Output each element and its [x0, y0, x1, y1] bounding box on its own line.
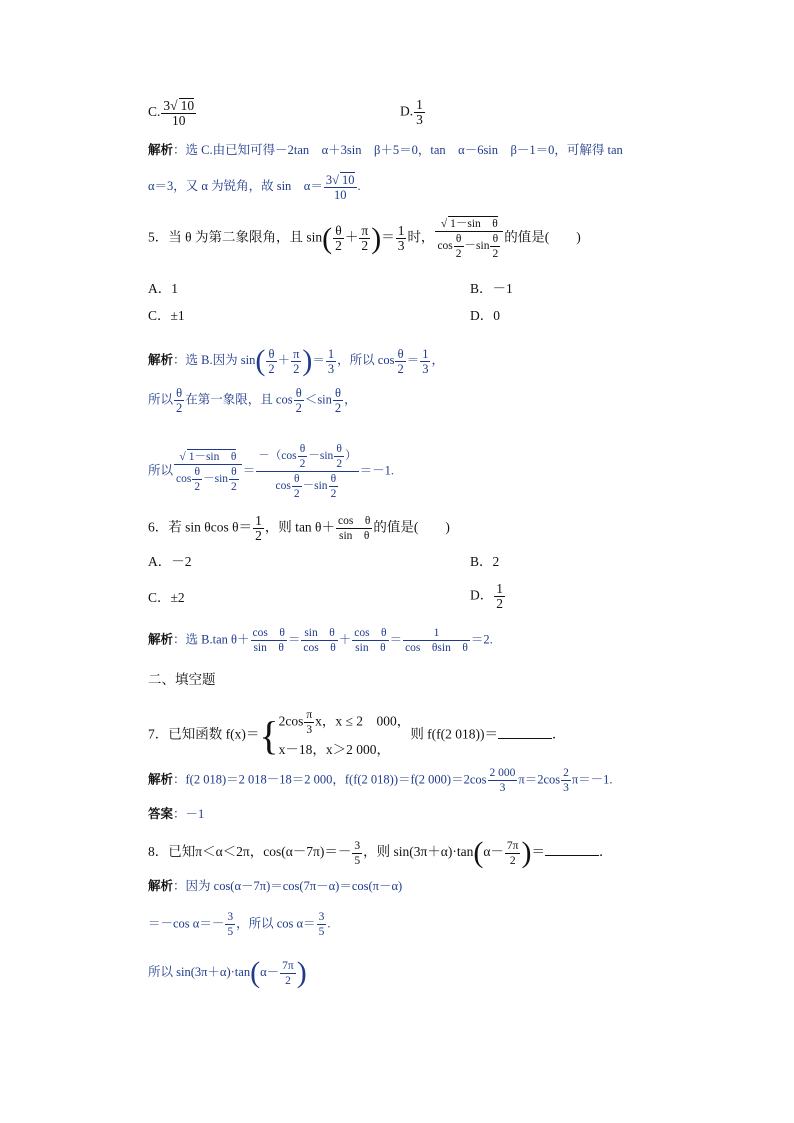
q5-stem: 5．当 θ 为第二象限角，且 sin( $\frac{\theta}{2}$ ＋ $\frac{\pi}{2}$ )＝ $\frac{1}{3}$ 时， √ 1－sin θ cos $\frac{\theta}{2}$ －sin $\frac{\theta}{2}$ 的值是( )	[148, 218, 581, 260]
frac-den: 2	[299, 458, 306, 470]
solution-text: ＜sin	[304, 392, 332, 407]
option-label: D.	[400, 103, 414, 119]
sqrt-value: 1－sin θ	[450, 218, 498, 230]
frac-den: 2	[255, 528, 262, 543]
solution-text: ＝－1.	[359, 463, 394, 478]
frac-num: π	[293, 346, 300, 361]
frac-num: 1	[255, 513, 262, 528]
stem-text: 5．当 θ 为第二象限角，且 sin	[148, 229, 323, 245]
frac-den: 3	[422, 361, 429, 376]
option-text: B．－1	[470, 281, 513, 296]
frac-den: 5	[227, 926, 234, 938]
frac-num: θ	[333, 224, 344, 239]
solution-text: ：f(2 018)＝2 018－18＝2 000，f(f(2 018))＝f(2 000)＝2cos	[173, 772, 487, 787]
frac-num: 3	[354, 839, 361, 852]
answer-value: ：－1	[173, 807, 205, 821]
solution-text: ＝	[312, 352, 325, 367]
q4-option-c: C. $\frac{3√ 10}{10}$	[148, 98, 195, 128]
frac-den: 2	[334, 401, 342, 415]
fn: sin	[314, 480, 328, 493]
frac-den: 3	[397, 238, 405, 253]
op: ＝	[287, 632, 301, 647]
solution-label: 解析	[148, 143, 174, 157]
solution-text: ＝－cos α＝－	[148, 916, 225, 931]
frac-num: θ	[298, 442, 308, 457]
option-label: D．	[470, 587, 494, 603]
op: ＋	[277, 352, 291, 367]
section-title-text: 二、填空题	[148, 672, 216, 687]
q5-solution-line3: 所以 √ 1－sin θ cos $\frac{\theta}{2}$ －sin $\frac{\theta}{2}$ ＝ －（cos $\frac{\theta}{2}$ －sin $\frac{\theta}{2}$ ） cos $\frac{\theta}{2}$ －sin $\frac{\theta}{2}$ ＝－1.	[148, 443, 394, 500]
solution-text: ，	[344, 392, 357, 407]
frac-num: θ	[490, 232, 500, 247]
op: ＝	[389, 632, 403, 647]
frac-num: π	[361, 223, 369, 238]
solution-text: .	[327, 916, 331, 931]
answer-blank	[498, 726, 552, 739]
solution-label: 解析	[148, 352, 174, 367]
frac-num: 1	[422, 346, 429, 361]
frac-num: cos θ	[354, 627, 387, 639]
solution-label: 解析	[148, 632, 174, 647]
stem-text: ＝	[381, 229, 395, 245]
q6-option-a	[148, 554, 192, 570]
frac-den: sin θ	[338, 530, 370, 542]
solution-text: π＝－1.	[571, 772, 613, 787]
q8-solution-line1	[148, 878, 402, 894]
frac-num: θ	[292, 472, 302, 487]
frac-den: 3	[327, 361, 335, 376]
q7-answer	[148, 806, 204, 822]
solution-text: －sin	[308, 450, 334, 463]
frac-num: θ	[454, 232, 464, 247]
frac-den: sin θ	[253, 642, 284, 654]
q7-solution	[148, 766, 613, 795]
answer-label: 答案	[148, 807, 174, 821]
frac-num: θ	[333, 386, 343, 401]
frac-den: sin θ	[355, 642, 386, 654]
frac-num: 7π	[506, 839, 519, 852]
option-text: A．－2	[148, 554, 192, 569]
answer-blank	[545, 843, 599, 856]
stem-text: x－18，x＞2 000，	[278, 742, 390, 757]
q4-solution-line2: α＝3，又 α 为锐角，故 sin α＝ $\frac{3√ 10}{10}$ .	[148, 173, 361, 202]
frac-den: 3	[306, 724, 313, 736]
frac-den: 3	[563, 782, 569, 794]
q5-option-c	[148, 308, 185, 324]
frac-den: 2	[336, 458, 343, 470]
stem-text: 6．若 sin θcos θ＝	[148, 519, 253, 535]
frac-den: 2	[176, 401, 183, 415]
frac-den: 10	[333, 188, 347, 202]
solution-text: .	[357, 178, 361, 193]
frac-den: 2	[335, 238, 342, 253]
frac-den: 2	[496, 596, 503, 611]
frac-num: 1	[327, 346, 335, 361]
frac-num: cos θ	[252, 627, 285, 639]
frac-num: θ	[229, 465, 239, 480]
frac-den: 2	[509, 854, 516, 867]
q5-option-d	[470, 308, 500, 324]
frac-num: θ	[334, 442, 344, 457]
solution-text: ，	[431, 352, 444, 367]
stem-text: 则 f(f(2 018))＝	[410, 726, 499, 742]
sqrt-value: 10	[180, 98, 195, 113]
frac-den: 2	[293, 488, 300, 500]
stem-text: ．	[598, 844, 613, 860]
frac-num: θ	[294, 386, 304, 401]
frac-den: 2	[293, 361, 300, 376]
frac-den: 3	[499, 782, 506, 794]
frac-num: 3	[318, 911, 325, 923]
sqrt-value: 10	[342, 173, 355, 187]
frac-num: θ	[192, 465, 202, 480]
solution-text: 在第一象限，且 cos	[185, 392, 293, 407]
frac-num: θ	[395, 347, 405, 362]
stem-text: ．	[552, 726, 566, 742]
frac-num: 1	[397, 223, 405, 238]
solution-text: －（cos	[258, 450, 297, 463]
frac-den: 2	[361, 238, 369, 253]
q5-option-b	[470, 281, 513, 297]
frac-num: θ	[266, 347, 276, 362]
stem-text: 时，	[407, 229, 435, 245]
op: －	[464, 240, 477, 253]
frac-den: 5	[354, 854, 361, 867]
frac-den: 2	[492, 248, 499, 260]
option-text: A．1	[148, 281, 178, 296]
solution-text: ＝	[242, 463, 256, 478]
q8-solution-line2	[148, 910, 330, 939]
solution-text: α－	[260, 964, 280, 979]
q6-option-d	[470, 582, 506, 611]
frac-num: 3	[227, 911, 234, 923]
q8-stem: 8．已知π＜α＜2π，cos(α－7π)＝－ $\frac{3}{5}$ ，则 sin(3π＋α)·tan(α－ $\frac{7\pi}{2}$ )＝ ．	[148, 836, 613, 869]
q5-solution-line1: 解析：选 B.因为 sin( $\frac{\theta}{2}$ ＋ $\frac{\pi}{2}$ )＝ $\frac{1}{3}$ ，所以 cos $\frac{\theta}{2}$ ＝ $\frac{1}{3}$ ，	[148, 344, 444, 377]
frac-num: π	[306, 709, 313, 721]
solution-label: 解析	[148, 879, 174, 893]
q6-option-c	[148, 590, 185, 606]
solution-text: 所以	[148, 463, 174, 478]
frac-num: 1	[496, 581, 503, 596]
frac-den: 5	[318, 926, 325, 938]
q5-solution-line2	[148, 386, 357, 415]
fn: cos	[275, 480, 291, 493]
stem-text: 的值是( )	[504, 229, 581, 245]
solution-text: ：选 B.tan θ＋	[173, 632, 250, 647]
option-text: B．2	[470, 554, 500, 569]
frac-num: 2	[563, 767, 569, 779]
stem-text: α－	[483, 844, 504, 860]
q5-option-a	[148, 281, 178, 297]
option-text: C．±1	[148, 308, 185, 323]
solution-text: ：选 B.因为 sin	[173, 352, 256, 367]
fn: cos	[176, 473, 192, 486]
frac-den: 10	[171, 113, 186, 128]
q8-solution-line3: 所以 sin(3π＋α)·tan(α－ $\frac{7\pi}{2}$ )	[148, 956, 307, 989]
q4-solution-line1	[148, 142, 623, 158]
solution-text: π＝2cos	[518, 772, 561, 787]
option-label: C.	[148, 104, 161, 120]
frac-den: 2	[330, 488, 337, 500]
solution-text: ＝2.	[470, 632, 493, 647]
solution-text: α＝3，又 α 为锐角，故 sin α＝	[148, 178, 323, 193]
stem-text: ，则 sin(3π＋α)·tan	[363, 844, 474, 860]
frac-num: θ	[174, 386, 184, 401]
section-title	[148, 672, 216, 688]
op: ＋	[344, 229, 359, 245]
solution-text: ，所以 cos	[337, 352, 395, 367]
solution-text: ，所以 cos α＝	[236, 916, 316, 931]
frac-num: 1	[416, 97, 423, 112]
q6-solution	[148, 626, 493, 655]
solution-text: ）	[345, 450, 357, 463]
frac-den: 2	[397, 361, 404, 376]
stem-text: 8．已知π＜α＜2π，cos(α－7π)＝－	[148, 844, 352, 860]
solution-label: 解析	[148, 772, 174, 787]
frac-den: 3	[416, 112, 423, 127]
q6-option-b	[470, 554, 499, 570]
frac-den: 2	[295, 401, 302, 415]
frac-num: 3	[325, 173, 333, 187]
solution-text: ：选 C.由已知可得－2tan α＋3sin β＋5＝0，tan α－6sin β－1＝0，可解得 tan	[173, 143, 623, 157]
stem-text: ＝	[531, 844, 545, 860]
stem-text: 7．已知函数 f(x)＝	[148, 726, 260, 742]
frac-num: 7π	[282, 959, 294, 972]
frac-num: 2 000	[489, 767, 516, 779]
stem-text: 2cos	[278, 713, 304, 729]
frac-den: cos θsin θ	[405, 642, 468, 654]
solution-text: ：因为 cos(α－7π)＝cos(7π－α)＝cos(π－α)	[173, 879, 403, 893]
q6-stem	[148, 514, 450, 543]
fn: sin	[214, 473, 229, 486]
option-text: D．0	[470, 308, 500, 323]
solution-text: 所以	[148, 392, 174, 407]
fn: sin	[476, 240, 490, 253]
frac-den: cos θ	[303, 642, 336, 654]
op: －	[302, 480, 315, 493]
frac-num: 3	[163, 98, 171, 113]
frac-den: 2	[455, 248, 462, 260]
frac-num: 1	[403, 626, 470, 641]
frac-den: 2	[285, 974, 291, 987]
fn: cos	[437, 240, 453, 253]
stem-text: 的值是( )	[373, 519, 450, 535]
frac-den: 2	[194, 481, 201, 493]
op: －	[203, 473, 215, 486]
q7-stem: 7．已知函数 f(x)＝{ 2cos $\frac{\pi}{3}$ x，x ≤ 2 000， x－18，x＞2 000， 则 f(f(2 018))＝ ．	[148, 708, 566, 763]
stem-text: ，则 tan θ＋	[264, 519, 336, 535]
frac-num: sin θ	[301, 626, 337, 641]
frac-num: θ	[329, 472, 339, 487]
option-text: C．±2	[148, 590, 185, 605]
frac-den: 2	[268, 361, 275, 376]
sqrt-value: 1－sin θ	[188, 451, 237, 463]
solution-text: ＝	[406, 352, 420, 367]
solution-text: 所以 sin(3π＋α)·tan	[148, 964, 251, 979]
frac-den: 2	[231, 481, 237, 493]
op: ＋	[338, 632, 352, 647]
q4-option-d	[400, 98, 426, 127]
stem-text: x，x ≤ 2 000，	[315, 713, 411, 729]
frac-num: cos θ	[338, 515, 371, 527]
